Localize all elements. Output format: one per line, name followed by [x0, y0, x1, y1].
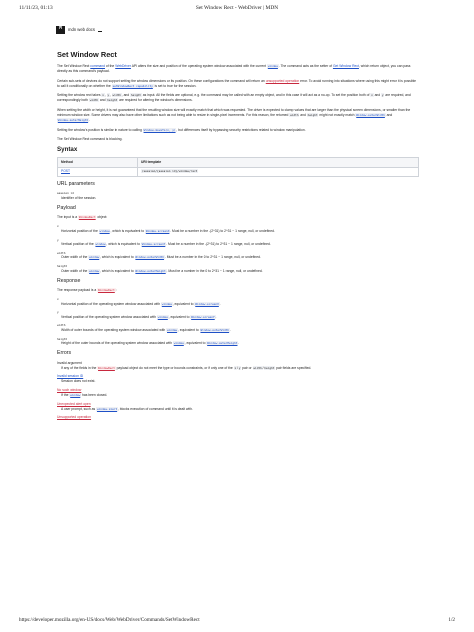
- errors-heading: Errors: [57, 350, 72, 357]
- errors-list: [57, 361, 419, 420]
- response-field-description: Horizontal position of the operating system window associated with window, equivalent to Window.screenX.: [61, 301, 221, 306]
- page-title: Set Window Rect: [57, 50, 117, 59]
- error-unsupported-operation: Unsupported operation: [57, 415, 92, 420]
- response-field-description: Height of the outer bounds of the operating system window associated with window, equivalent to Window.outerHeight.: [61, 341, 240, 346]
- response-field-description: Vertical position of the operating system window associated with window, equivalent to Window.screenY.: [61, 314, 217, 319]
- print-url: https://developer.mozilla.org/en-US/docs/Web/WebDriver/Commands/SetWindowRect: [19, 617, 200, 623]
- response-field-name: x: [57, 297, 59, 302]
- move-to-link[interactable]: Window.moveTo(x, y): [143, 127, 176, 132]
- print-header: [0, 0, 474, 14]
- outer-width-link[interactable]: Window.outerWidth: [356, 112, 385, 117]
- payload-field-name: width: [57, 250, 66, 255]
- error-no-such-window: No such window: [57, 388, 82, 393]
- error-invalid-session: Invalid session ID: [57, 374, 84, 379]
- syntax-heading: Syntax: [57, 146, 78, 154]
- method-cell: [58, 167, 138, 176]
- payload-field-description: Outer width of the window, which is equivalent to Window.outerHeight. Must be a number in the 0 to 2^31 − 1 range, null, or undefined.: [61, 268, 263, 273]
- inputs-paragraph: Setting the window rect takes x, y, width, and height as input. All the fields are optional, e.g. the command may be called with an empty object, and in this case it will act as a no-op. To set the position both of x and y are required, and correspondingly both width and height are required for altering the window's dimensions.: [57, 93, 411, 103]
- logo-cursor-mark: [98, 31, 102, 32]
- response-field-name: width: [57, 323, 66, 328]
- capability-code-link[interactable]: setWindowRect capability: [112, 83, 153, 88]
- support-paragraph: Certain sub-sets of devices do not support setting the window dimensions or its position. On these configurations the command will return an unsupported operation error. To avoid running into situations where using this might error it is possible to call it conditionally on whether the setWindowRect capability is set to true for the session.: [57, 78, 417, 88]
- response-intro: The response payload is a WindowRect:: [57, 287, 117, 292]
- response-field-name: height: [57, 336, 68, 341]
- article: [57, 50, 419, 420]
- payload-fields: [57, 224, 419, 273]
- error-description: If the window has been closed.: [61, 393, 108, 398]
- intro-paragraph: The Set Window Rect command of the WebDriver API alters the size and position of the operating system window associated with the current window. The command acts as the setter of Get Window Rect, which return object, you can pass directly as this command's payload.: [57, 64, 411, 74]
- blocking-paragraph: The Set Window Rect command is blocking.: [57, 136, 123, 141]
- error-description: Session does not exist.: [61, 379, 96, 384]
- print-timestamp: 11/11/23, 01:13: [19, 5, 53, 11]
- payload-heading: Payload: [57, 204, 76, 211]
- clamping-paragraph: When setting the width or height, it is not guaranteed that the resulting window size will exactly match that which was requested. The driver is expected to clamp values that are larger than the physical screen dimensions, or smaller than the minimum window size. Some drivers may also have other limitations such as not being able to resize in single-pixel increments. For this reason, the returned width and height might not exactly match Window.outerWidth and Window.outerHeight.: [57, 107, 411, 123]
- response-field-name: y: [57, 310, 59, 315]
- payload-intro: The input is a WindowRect object:: [57, 214, 108, 219]
- error-description: If any of the fields in the WindowRect payload object do not meet the type or bounds constraints, or if only one of the x y pair or width height pair fields are specified.: [61, 365, 312, 370]
- method-column-header: Method: [58, 158, 138, 167]
- get-window-rect-link[interactable]: Get Window Rect: [332, 64, 359, 68]
- error-invalid-argument: Invalid argument: [57, 360, 82, 365]
- payload-field-name: x: [57, 224, 59, 229]
- payload-field-name: height: [57, 263, 68, 268]
- url-parameters-heading: URL parameters: [57, 180, 95, 187]
- outer-height-link[interactable]: Window.outerHeight: [57, 118, 89, 123]
- mdn-logo[interactable]: [56, 25, 102, 34]
- payload-field-description: Vertical position of the window, which is equivalent to Window.screenY. Must be a number in the -(2^31) to 2^31 − 1 range, null, or undefined.: [61, 242, 271, 247]
- url-parameters-list: [57, 191, 419, 201]
- response-fields: [57, 297, 419, 346]
- print-page-title: Set Window Rect - WebDriver | MDN: [195, 5, 279, 11]
- post-method-link[interactable]: POST: [61, 169, 70, 174]
- position-paragraph: Setting the window's position is similar in nature to calling Window.moveTo(x, y), but differences itself by bypassing security restrictions related to window manipulation.: [57, 127, 306, 132]
- error-unexpected-alert: Unexpected alert open: [57, 401, 91, 406]
- param-name: session id: [57, 191, 74, 196]
- uri-column-header: URI template: [138, 158, 419, 167]
- mdn-logo-text: mdn web docs: [68, 27, 95, 32]
- webdriver-link[interactable]: WebDriver: [115, 64, 131, 68]
- table-row: [58, 167, 419, 176]
- error-description: A user prompt, such as window.alert, blocks execution of command until it is dealt with.: [61, 406, 193, 411]
- unsupported-operation-link[interactable]: unsupported operation: [265, 78, 300, 83]
- param-description: Identifier of the session.: [61, 195, 97, 200]
- response-window-rect-link[interactable]: WindowRect: [97, 287, 115, 292]
- uri-cell: /session/{session id}/window/rect: [138, 167, 419, 176]
- response-field-description: Width of outer bounds of the operating system window associated with window, equivalent to Window.outerWidth.: [61, 328, 231, 333]
- window-code-link[interactable]: window: [267, 64, 278, 68]
- print-page-number: 1/2: [448, 617, 455, 623]
- payload-field-description: Horizontal position of the window, which is equivalent to Window.screenX. Must be a number in the -(2^31) to 2^31 − 1 range, null, or undefined.: [61, 228, 275, 233]
- syntax-table: [57, 157, 419, 176]
- response-heading: Response: [57, 277, 81, 284]
- table-header-row: [58, 158, 419, 167]
- command-link[interactable]: command: [90, 64, 105, 68]
- window-rect-link[interactable]: WindowRect: [78, 214, 96, 219]
- payload-field-description: Outer width of the window, which is equivalent to Window.outerWidth. Must be a number in the 0 to 2^31 − 1 range, null, or undefined.: [61, 255, 261, 260]
- payload-field-name: y: [57, 237, 59, 242]
- mdn-logo-icon: M: [56, 26, 65, 34]
- print-footer: [0, 617, 474, 629]
